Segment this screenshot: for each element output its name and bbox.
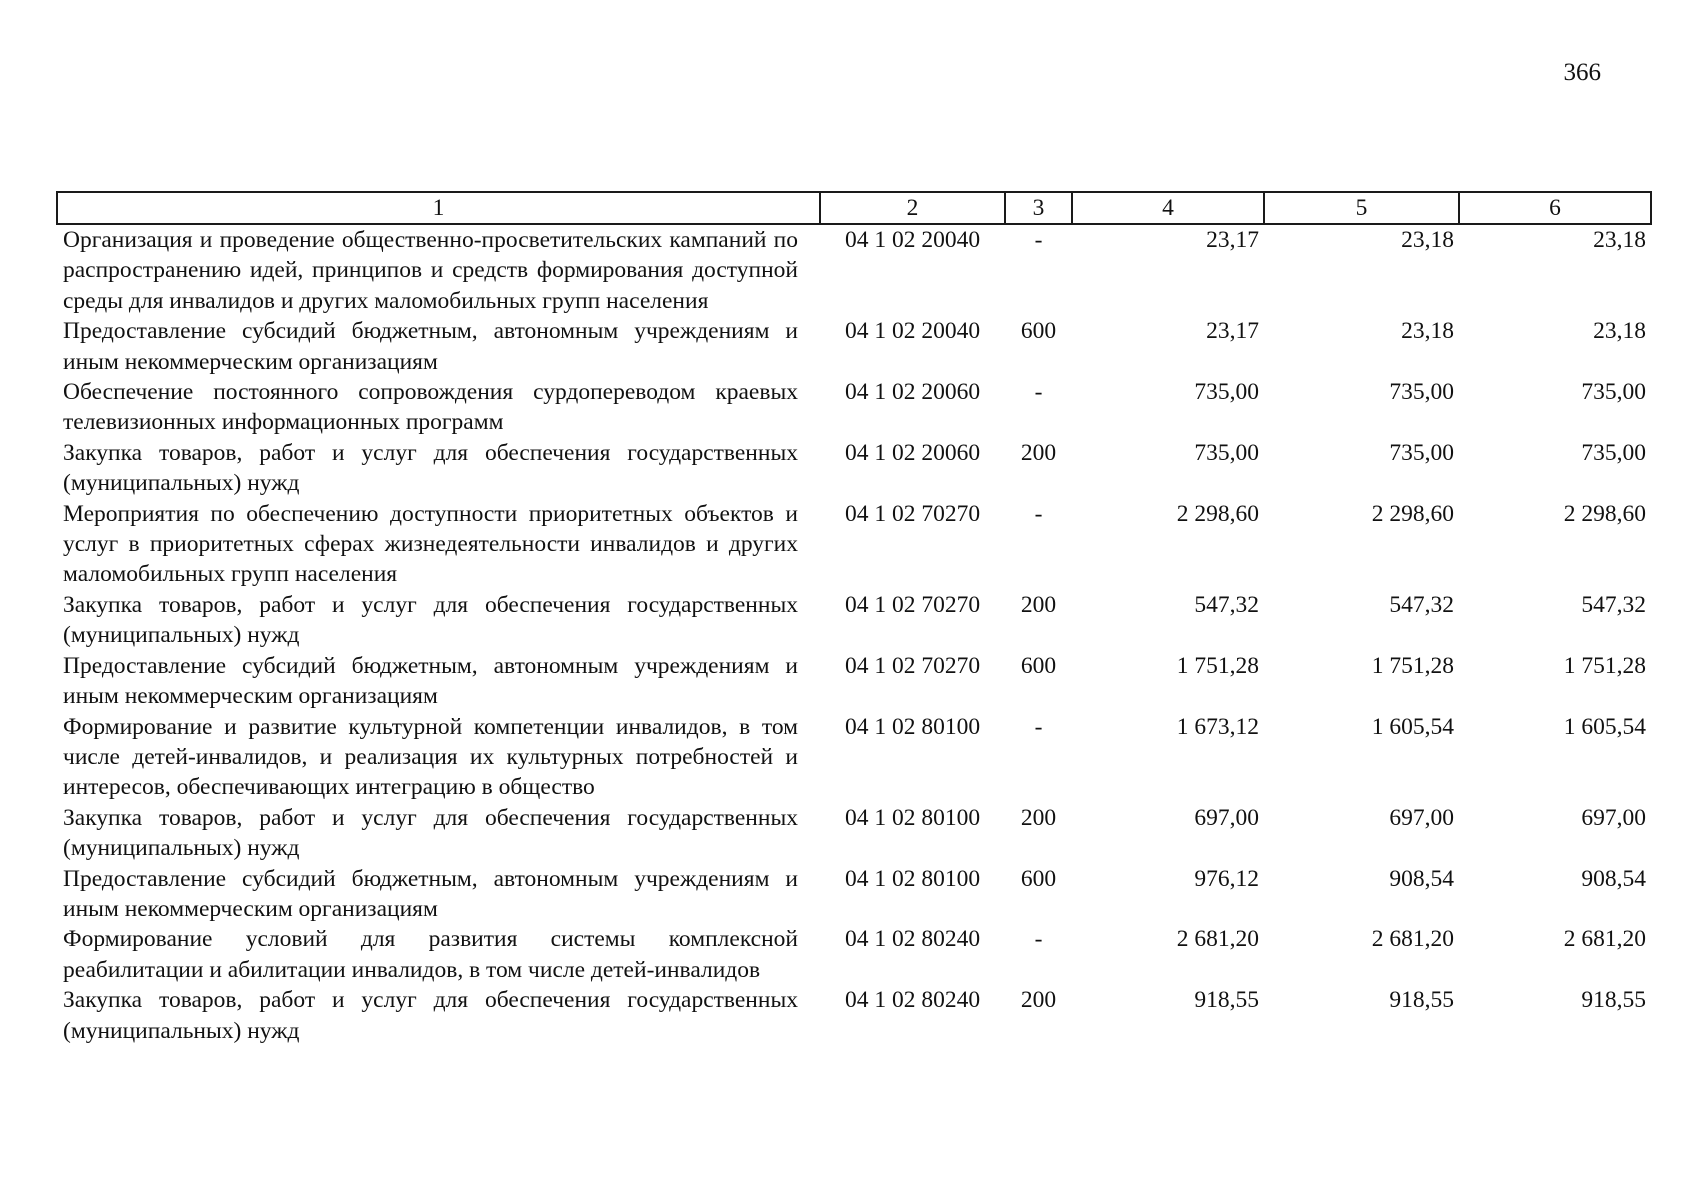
table-row xyxy=(57,590,1651,651)
row-value-5: 23,18 xyxy=(1401,318,1454,345)
table-row xyxy=(57,864,1651,925)
row-code: 04 1 02 70270 xyxy=(844,591,981,618)
row-code: 04 1 02 70270 xyxy=(844,500,981,527)
column-header-6: 6 xyxy=(1459,192,1651,224)
table-row xyxy=(57,377,1651,438)
row-expense-type: 200 xyxy=(1020,439,1057,466)
row-code: 04 1 02 20060 xyxy=(844,439,981,466)
budget-table xyxy=(56,191,1652,1046)
row-value-4: 976,12 xyxy=(1194,865,1259,892)
table-row xyxy=(57,224,1651,316)
row-value-6: 2 681,20 xyxy=(1563,926,1646,953)
row-name: Закупка товаров, работ и услуг для обеспечения государственных (муниципальных) нужд xyxy=(63,439,798,497)
row-expense-type: 200 xyxy=(1020,591,1057,618)
row-name: Предоставление субсидий бюджетным, автономным учреждениям и иным некоммерческим организациям xyxy=(63,652,798,710)
row-name: Формирование и развитие культурной компетенции инвалидов, в том числе детей-инвалидов, и реализация их культурных потребностей и интересов, обеспечивающих интеграцию в общество xyxy=(63,713,798,801)
table-row xyxy=(57,712,1651,803)
row-name: Закупка товаров, работ и услуг для обеспечения государственных (муниципальных) нужд xyxy=(63,987,798,1044)
row-value-4: 735,00 xyxy=(1194,379,1259,406)
table-row xyxy=(57,924,1651,985)
row-value-4: 735,00 xyxy=(1194,439,1259,466)
row-value-6: 1 605,54 xyxy=(1563,713,1646,740)
row-code: 04 1 02 80100 xyxy=(844,865,981,892)
row-value-5: 908,54 xyxy=(1389,865,1454,892)
table-row xyxy=(57,316,1651,377)
row-name: Закупка товаров, работ и услуг для обеспечения государственных (муниципальных) нужд xyxy=(63,591,798,649)
row-expense-type: - xyxy=(1034,500,1043,527)
row-expense-type: 600 xyxy=(1020,865,1057,892)
column-header-3: 3 xyxy=(1005,192,1072,224)
table-row xyxy=(57,803,1651,864)
row-code: 04 1 02 80100 xyxy=(844,804,981,831)
row-value-6: 2 298,60 xyxy=(1563,500,1646,527)
row-expense-type: - xyxy=(1034,713,1043,740)
row-value-5: 735,00 xyxy=(1389,379,1454,406)
row-expense-type: - xyxy=(1034,926,1043,953)
row-name: Организация и проведение общественно-просветительских кампаний по распространению идей, принципов и средств формирования доступной среды для инвалидов и других маломобильных групп населения xyxy=(63,227,798,314)
row-value-6: 908,54 xyxy=(1581,865,1646,892)
row-code: 04 1 02 20040 xyxy=(844,227,981,253)
row-code: 04 1 02 80240 xyxy=(844,926,981,953)
row-code: 04 1 02 20040 xyxy=(844,318,981,345)
row-value-5: 918,55 xyxy=(1389,987,1454,1014)
header-row xyxy=(57,192,1651,224)
row-name: Предоставление субсидий бюджетным, автономным учреждениям и иным некоммерческим организациям xyxy=(63,865,798,922)
row-value-5: 2 298,60 xyxy=(1371,500,1454,527)
row-expense-type: 600 xyxy=(1020,318,1057,345)
row-value-6: 23,18 xyxy=(1593,227,1646,253)
row-expense-type: - xyxy=(1034,379,1043,406)
row-value-5: 1 751,28 xyxy=(1371,652,1454,679)
row-value-5: 547,32 xyxy=(1389,591,1454,618)
row-value-4: 697,00 xyxy=(1194,804,1259,831)
row-code: 04 1 02 70270 xyxy=(844,652,981,679)
row-value-4: 23,17 xyxy=(1206,318,1259,345)
row-code: 04 1 02 80240 xyxy=(844,987,981,1014)
row-name: Предоставление субсидий бюджетным, автономным учреждениям и иным некоммерческим организациям xyxy=(63,318,798,375)
row-expense-type: 600 xyxy=(1020,652,1057,679)
row-name: Мероприятия по обеспечению доступности приоритетных объектов и услуг в приоритетных сферах жизнедеятельности инвалидов и других маломобильных групп населения xyxy=(63,500,798,588)
row-value-6: 735,00 xyxy=(1581,379,1646,406)
column-header-5: 5 xyxy=(1264,192,1459,224)
row-value-5: 2 681,20 xyxy=(1371,926,1454,953)
row-value-4: 23,17 xyxy=(1206,227,1259,253)
row-code: 04 1 02 20060 xyxy=(844,379,981,406)
row-value-6: 1 751,28 xyxy=(1563,652,1646,679)
table-row xyxy=(57,438,1651,499)
column-header-1: 1 xyxy=(57,192,820,224)
row-value-6: 547,32 xyxy=(1581,591,1646,618)
row-value-5: 735,00 xyxy=(1389,439,1454,466)
table-row xyxy=(57,651,1651,712)
row-value-5: 697,00 xyxy=(1389,804,1454,831)
row-code: 04 1 02 80100 xyxy=(844,713,981,740)
row-value-6: 918,55 xyxy=(1581,987,1646,1014)
table-row xyxy=(57,985,1651,1046)
column-header-2: 2 xyxy=(820,192,1005,224)
table-body xyxy=(57,224,1651,1046)
column-header-4: 4 xyxy=(1072,192,1264,224)
table-header xyxy=(57,192,1651,224)
row-value-6: 697,00 xyxy=(1581,804,1646,831)
row-value-4: 1 673,12 xyxy=(1176,713,1259,740)
row-value-4: 918,55 xyxy=(1194,987,1259,1014)
row-value-6: 735,00 xyxy=(1581,439,1646,466)
row-expense-type: - xyxy=(1034,227,1043,253)
row-expense-type: 200 xyxy=(1020,804,1057,831)
row-value-4: 547,32 xyxy=(1194,591,1259,618)
row-name: Закупка товаров, работ и услуг для обеспечения государственных (муниципальных) нужд xyxy=(63,804,798,862)
row-name: Формирование условий для развития системы комплексной реабилитации и абилитации инвалидов, в том числе детей-инвалидов xyxy=(63,926,798,983)
row-value-4: 1 751,28 xyxy=(1176,652,1259,679)
row-value-5: 1 605,54 xyxy=(1371,713,1454,740)
row-value-6: 23,18 xyxy=(1593,318,1646,345)
row-name: Обеспечение постоянного сопровождения сурдопереводом краевых телевизионных информационных программ xyxy=(63,379,798,436)
row-value-4: 2 298,60 xyxy=(1176,500,1259,527)
row-value-4: 2 681,20 xyxy=(1176,926,1259,953)
page-number: 366 xyxy=(1563,59,1601,86)
row-value-5: 23,18 xyxy=(1401,227,1454,253)
table-row xyxy=(57,499,1651,590)
row-expense-type: 200 xyxy=(1020,987,1057,1014)
